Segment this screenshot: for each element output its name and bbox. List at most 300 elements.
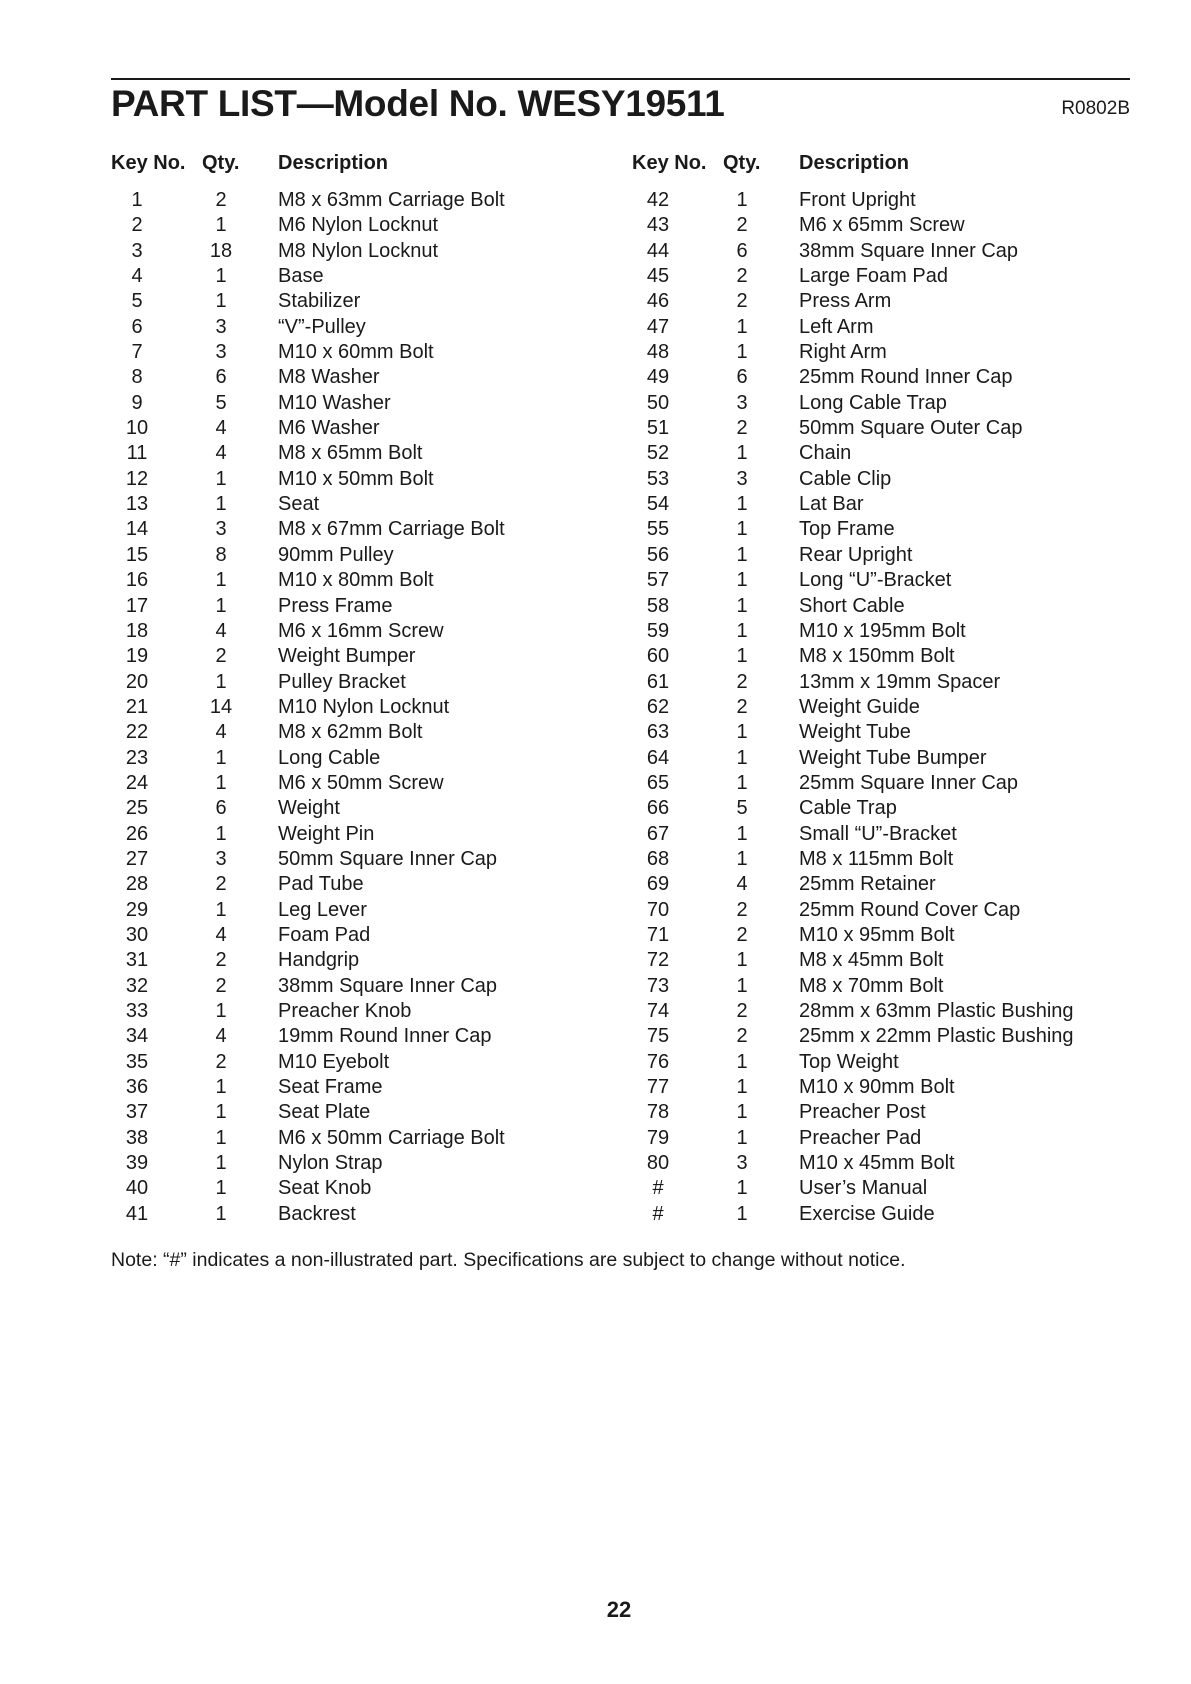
- part-row: [632, 391, 1102, 416]
- quantity: 1: [215, 1076, 227, 1099]
- part-row: [111, 594, 581, 619]
- page-number: 22: [606, 1597, 632, 1622]
- key-number: 39: [125, 1152, 149, 1175]
- part-row: [111, 999, 581, 1024]
- key-number: 7: [131, 341, 143, 364]
- part-row: [111, 822, 581, 847]
- key-number: 70: [646, 898, 670, 921]
- part-description: M8 x 63mm Carriage Bolt: [278, 189, 505, 211]
- part-description: Handgrip: [278, 949, 360, 972]
- key-number: 50: [646, 391, 670, 414]
- part-row: [111, 264, 581, 289]
- quantity: 1: [736, 645, 748, 668]
- key-number: 27: [125, 847, 149, 870]
- key-number: 23: [125, 746, 149, 769]
- part-row: [111, 1100, 581, 1125]
- part-description: Weight: [278, 797, 340, 820]
- part-description: Front Upright: [799, 189, 916, 211]
- part-description: Seat Plate: [278, 1101, 371, 1124]
- part-description: 19mm Round Inner Cap: [278, 1025, 492, 1048]
- quantity: 2: [736, 214, 748, 237]
- part-row: [632, 720, 1102, 745]
- part-row: [632, 1151, 1102, 1176]
- key-number: 46: [646, 290, 670, 313]
- part-description: Top Frame: [799, 518, 895, 541]
- part-row: [632, 872, 1102, 897]
- part-row: [111, 1151, 581, 1176]
- part-description: Small “U”-Bracket: [799, 822, 957, 845]
- part-description: M6 Washer: [278, 417, 380, 440]
- quantity: 1: [736, 442, 748, 465]
- quantity: 2: [736, 898, 748, 921]
- quantity: 18: [209, 239, 233, 262]
- part-row: [111, 1050, 581, 1075]
- part-row: [632, 619, 1102, 644]
- quantity: 1: [736, 341, 748, 364]
- key-number: 57: [646, 569, 670, 592]
- quantity: 1: [736, 1076, 748, 1099]
- part-description: “V”-Pulley: [278, 315, 366, 338]
- key-number: 59: [646, 619, 670, 642]
- key-number: 52: [646, 442, 670, 465]
- key-number: 40: [125, 1177, 149, 1200]
- part-row: [632, 1100, 1102, 1125]
- part-row: [111, 695, 581, 720]
- quantity: 1: [215, 467, 227, 490]
- key-number: 9: [131, 391, 143, 414]
- key-number: 60: [646, 645, 670, 668]
- key-number: 41: [125, 1202, 149, 1225]
- quantity: 2: [736, 265, 748, 288]
- key-number: 44: [646, 239, 670, 262]
- part-description: 25mm Round Inner Cap: [799, 366, 1013, 389]
- part-row: [111, 416, 581, 441]
- document-code: R0802B: [1061, 98, 1130, 119]
- key-number: 11: [126, 442, 148, 465]
- part-row: [111, 239, 581, 264]
- quantity: 2: [736, 1025, 748, 1048]
- quantity: 6: [736, 239, 748, 262]
- quantity: 1: [736, 974, 748, 997]
- quantity: 2: [736, 923, 748, 946]
- part-description: Weight Pin: [278, 822, 375, 845]
- part-description: Press Frame: [278, 594, 393, 617]
- part-row: [632, 1024, 1102, 1049]
- quantity: 4: [215, 1025, 227, 1048]
- key-number: 32: [125, 974, 149, 997]
- part-row: [111, 847, 581, 872]
- key-number: 14: [125, 518, 149, 541]
- key-number: 78: [646, 1101, 670, 1124]
- part-description: Press Arm: [799, 290, 892, 313]
- part-row: [632, 264, 1102, 289]
- part-description: M6 x 65mm Screw: [799, 214, 965, 237]
- key-number: 16: [125, 569, 149, 592]
- part-description: M10 Washer: [278, 391, 391, 414]
- quantity: 1: [215, 214, 227, 237]
- part-row: [632, 746, 1102, 771]
- part-row: [632, 289, 1102, 314]
- key-no-header: Key No.: [111, 152, 186, 174]
- part-row: [632, 340, 1102, 365]
- part-description: M8 x 150mm Bolt: [799, 645, 955, 668]
- quantity: 1: [736, 594, 748, 617]
- key-number: 6: [131, 315, 143, 338]
- quantity: 4: [215, 619, 227, 642]
- part-description: Exercise Guide: [799, 1202, 935, 1225]
- quantity: 1: [736, 569, 748, 592]
- quantity: 1: [736, 771, 748, 794]
- part-row: [632, 974, 1102, 999]
- part-row: [632, 1126, 1102, 1151]
- key-number: 69: [646, 873, 670, 896]
- key-number: 56: [646, 543, 670, 566]
- quantity: 1: [736, 949, 748, 972]
- key-number: 67: [646, 822, 670, 845]
- part-description: M8 x 62mm Bolt: [278, 721, 423, 744]
- part-row: [111, 365, 581, 390]
- part-row: [632, 213, 1102, 238]
- quantity: 1: [215, 569, 227, 592]
- quantity: 14: [209, 695, 233, 718]
- part-row: [111, 619, 581, 644]
- key-number: 24: [125, 771, 149, 794]
- part-description: Top Weight: [799, 1050, 899, 1073]
- part-description: M8 x 45mm Bolt: [799, 949, 944, 972]
- part-row: [632, 416, 1102, 441]
- part-row: [111, 1176, 581, 1201]
- key-number: 38: [125, 1126, 149, 1149]
- parts-column-right: [632, 150, 1102, 1227]
- part-description: M6 x 50mm Carriage Bolt: [278, 1126, 505, 1149]
- part-description: Weight Guide: [799, 695, 920, 718]
- key-number: 65: [646, 771, 670, 794]
- part-description: Cable Trap: [799, 797, 897, 820]
- key-number: 63: [646, 721, 670, 744]
- part-row: [632, 847, 1102, 872]
- quantity: 2: [215, 873, 227, 896]
- part-row: [111, 391, 581, 416]
- part-row: [632, 239, 1102, 264]
- part-row: [111, 796, 581, 821]
- part-description: M10 x 195mm Bolt: [799, 619, 966, 642]
- quantity: 1: [736, 847, 748, 870]
- description-header: Description: [799, 152, 910, 174]
- part-description: Weight Tube Bumper: [799, 746, 987, 769]
- part-description: Lat Bar: [799, 493, 864, 516]
- part-row: [111, 746, 581, 771]
- parts-list-left: [111, 188, 581, 1227]
- key-number: 53: [646, 467, 670, 490]
- column-header-row: [111, 150, 581, 188]
- key-number: 3: [131, 239, 143, 262]
- part-row: [632, 1202, 1102, 1227]
- part-description: M8 Nylon Locknut: [278, 239, 439, 262]
- part-row: [111, 543, 581, 568]
- part-row: [111, 1075, 581, 1100]
- part-description: 13mm x 19mm Spacer: [799, 670, 1001, 693]
- key-number: 8: [131, 366, 143, 389]
- part-description: M8 x 70mm Bolt: [799, 974, 944, 997]
- key-number: 45: [646, 265, 670, 288]
- quantity: 1: [215, 746, 227, 769]
- part-row: [632, 441, 1102, 466]
- key-number: 12: [125, 467, 149, 490]
- parts-column-left: [111, 150, 581, 1227]
- key-number: 77: [646, 1076, 670, 1099]
- part-description: Backrest: [278, 1202, 356, 1225]
- part-row: [632, 923, 1102, 948]
- key-number: 43: [646, 214, 670, 237]
- quantity: 2: [215, 1050, 227, 1073]
- quantity: 1: [736, 1177, 748, 1200]
- part-description: M10 x 80mm Bolt: [278, 569, 434, 592]
- key-number: 28: [125, 873, 149, 896]
- qty-header: Qty.: [723, 152, 761, 174]
- part-description: M10 x 45mm Bolt: [799, 1152, 955, 1175]
- part-description: Long Cable Trap: [799, 391, 947, 414]
- part-description: M6 Nylon Locknut: [278, 214, 439, 237]
- key-number: 26: [125, 822, 149, 845]
- part-description: 38mm Square Inner Cap: [278, 974, 498, 997]
- part-row: [632, 467, 1102, 492]
- quantity: 1: [736, 1050, 748, 1073]
- part-row: [111, 188, 581, 213]
- part-row: [111, 1024, 581, 1049]
- quantity: 4: [215, 442, 227, 465]
- part-description: Seat Knob: [278, 1177, 372, 1200]
- part-description: 38mm Square Inner Cap: [799, 239, 1019, 262]
- quantity: 1: [736, 746, 748, 769]
- part-description: Left Arm: [799, 315, 874, 338]
- key-number: 17: [125, 594, 149, 617]
- part-row: [632, 315, 1102, 340]
- key-number: 18: [125, 619, 149, 642]
- key-number: 20: [125, 670, 149, 693]
- part-description: M8 x 115mm Bolt: [799, 847, 954, 870]
- key-number: 13: [125, 493, 149, 516]
- quantity: 1: [736, 493, 748, 516]
- quantity: 1: [736, 315, 748, 338]
- key-number: 66: [646, 797, 670, 820]
- part-description: M6 x 50mm Screw: [278, 771, 444, 794]
- part-row: [632, 594, 1102, 619]
- part-description: Preacher Pad: [799, 1126, 922, 1149]
- quantity: 2: [215, 949, 227, 972]
- quantity: 1: [736, 189, 748, 211]
- part-row: [111, 644, 581, 669]
- quantity: 4: [215, 417, 227, 440]
- part-row: [111, 517, 581, 542]
- part-row: [632, 365, 1102, 390]
- part-description: Seat Frame: [278, 1076, 383, 1099]
- part-description: Large Foam Pad: [799, 265, 948, 288]
- key-number: 73: [646, 974, 670, 997]
- part-row: [632, 188, 1102, 213]
- part-description: 50mm Square Inner Cap: [278, 847, 498, 870]
- quantity: 4: [736, 873, 748, 896]
- quantity: 1: [215, 670, 227, 693]
- part-row: [111, 467, 581, 492]
- part-description: Stabilizer: [278, 290, 361, 313]
- part-row: [111, 720, 581, 745]
- part-description: 25mm Retainer: [799, 873, 936, 896]
- quantity: 1: [736, 543, 748, 566]
- key-number: 30: [125, 923, 149, 946]
- quantity: 1: [736, 619, 748, 642]
- part-description: 25mm x 22mm Plastic Bushing: [799, 1025, 1074, 1048]
- quantity: 6: [736, 366, 748, 389]
- quantity: 1: [215, 594, 227, 617]
- quantity: 1: [215, 493, 227, 516]
- parts-list-right: [632, 188, 1102, 1227]
- part-description: M8 Washer: [278, 366, 380, 389]
- part-description: Preacher Post: [799, 1101, 926, 1124]
- part-description: Cable Clip: [799, 467, 892, 490]
- part-row: [632, 771, 1102, 796]
- part-description: Base: [278, 265, 324, 288]
- key-number: 48: [646, 341, 670, 364]
- key-number: 49: [646, 366, 670, 389]
- part-description: Long Cable: [278, 746, 381, 769]
- part-row: [632, 670, 1102, 695]
- part-description: 50mm Square Outer Cap: [799, 417, 1023, 440]
- key-number: 29: [125, 898, 149, 921]
- key-number: 19: [125, 645, 149, 668]
- key-number: 74: [646, 1000, 670, 1022]
- quantity: 5: [215, 391, 227, 414]
- key-number: 4: [131, 265, 143, 288]
- key-number: 5: [131, 290, 143, 313]
- part-row: [111, 670, 581, 695]
- part-description: Rear Upright: [799, 543, 913, 566]
- part-description: Right Arm: [799, 341, 887, 364]
- page-title: PART LIST—Model No. WESY19511: [111, 83, 725, 124]
- quantity: 3: [215, 518, 227, 541]
- key-number: 47: [646, 315, 670, 338]
- key-number: 54: [646, 493, 670, 516]
- quantity: 1: [215, 1126, 227, 1149]
- quantity: 1: [215, 771, 227, 794]
- quantity: 2: [736, 290, 748, 313]
- part-description: Nylon Strap: [278, 1152, 383, 1175]
- quantity: 2: [736, 1000, 748, 1022]
- key-number: 35: [125, 1050, 149, 1073]
- quantity: 1: [215, 1177, 227, 1200]
- footnote: Note: “#” indicates a non-illustrated part. Specifications are subject to change without notice.: [111, 1249, 906, 1271]
- quantity: 6: [215, 797, 227, 820]
- key-number: 2: [131, 214, 143, 237]
- key-number: 71: [646, 923, 670, 946]
- quantity: 2: [736, 670, 748, 693]
- part-description: 90mm Pulley: [278, 543, 394, 566]
- key-number: 25: [125, 797, 149, 820]
- key-number: 61: [646, 670, 670, 693]
- part-row: [111, 213, 581, 238]
- part-row: [111, 872, 581, 897]
- part-description: Pulley Bracket: [278, 670, 406, 693]
- quantity: 2: [736, 417, 748, 440]
- key-no-header: Key No.: [632, 152, 707, 174]
- part-row: [111, 771, 581, 796]
- quantity: 4: [215, 721, 227, 744]
- quantity: 3: [215, 315, 227, 338]
- key-number: 21: [125, 695, 149, 718]
- key-number: 15: [125, 543, 149, 566]
- quantity: 3: [736, 467, 748, 490]
- part-row: [632, 1075, 1102, 1100]
- quantity: 4: [215, 923, 227, 946]
- top-rule: [111, 78, 1130, 80]
- part-description: User’s Manual: [799, 1177, 928, 1200]
- quantity: 2: [215, 645, 227, 668]
- key-number: 72: [646, 949, 670, 972]
- part-row: [632, 796, 1102, 821]
- part-row: [632, 1050, 1102, 1075]
- quantity: 1: [736, 518, 748, 541]
- key-number: 62: [646, 695, 670, 718]
- part-row: [632, 898, 1102, 923]
- part-description: Pad Tube: [278, 873, 364, 896]
- part-row: [111, 898, 581, 923]
- key-number: 22: [125, 721, 149, 744]
- key-number: 42: [646, 189, 670, 211]
- key-number: #: [652, 1177, 664, 1200]
- part-description: M10 x 60mm Bolt: [278, 341, 434, 364]
- key-number: 36: [125, 1076, 149, 1099]
- part-description: M10 x 90mm Bolt: [799, 1076, 955, 1099]
- quantity: 2: [215, 189, 227, 211]
- qty-header: Qty.: [202, 152, 240, 174]
- quantity: 2: [215, 974, 227, 997]
- part-row: [632, 568, 1102, 593]
- part-description: M10 Nylon Locknut: [278, 695, 450, 718]
- part-row: [632, 948, 1102, 973]
- key-number: 10: [125, 417, 149, 440]
- part-row: [111, 315, 581, 340]
- quantity: 5: [736, 797, 748, 820]
- part-description: Leg Lever: [278, 898, 367, 921]
- quantity: 6: [215, 366, 227, 389]
- key-number: 1: [131, 189, 143, 211]
- part-description: Preacher Knob: [278, 1000, 412, 1022]
- part-row: [111, 923, 581, 948]
- part-description: Foam Pad: [278, 923, 371, 946]
- part-row: [632, 644, 1102, 669]
- description-header: Description: [278, 152, 389, 174]
- part-description: 25mm Square Inner Cap: [799, 771, 1019, 794]
- part-description: Long “U”-Bracket: [799, 569, 952, 592]
- part-row: [111, 1202, 581, 1227]
- key-number: 75: [646, 1025, 670, 1048]
- quantity: 3: [736, 1152, 748, 1175]
- part-row: [632, 999, 1102, 1024]
- key-number: #: [652, 1202, 664, 1225]
- part-row: [111, 1126, 581, 1151]
- part-row: [632, 492, 1102, 517]
- part-row: [111, 340, 581, 365]
- part-description: Weight Tube: [799, 721, 911, 744]
- key-number: 33: [125, 1000, 149, 1022]
- key-number: 31: [125, 949, 149, 972]
- key-number: 34: [125, 1025, 149, 1048]
- quantity: 1: [736, 1101, 748, 1124]
- part-description: Chain: [799, 442, 852, 465]
- part-description: Seat: [278, 493, 320, 516]
- key-number: 68: [646, 847, 670, 870]
- part-row: [111, 289, 581, 314]
- quantity: 1: [215, 822, 227, 845]
